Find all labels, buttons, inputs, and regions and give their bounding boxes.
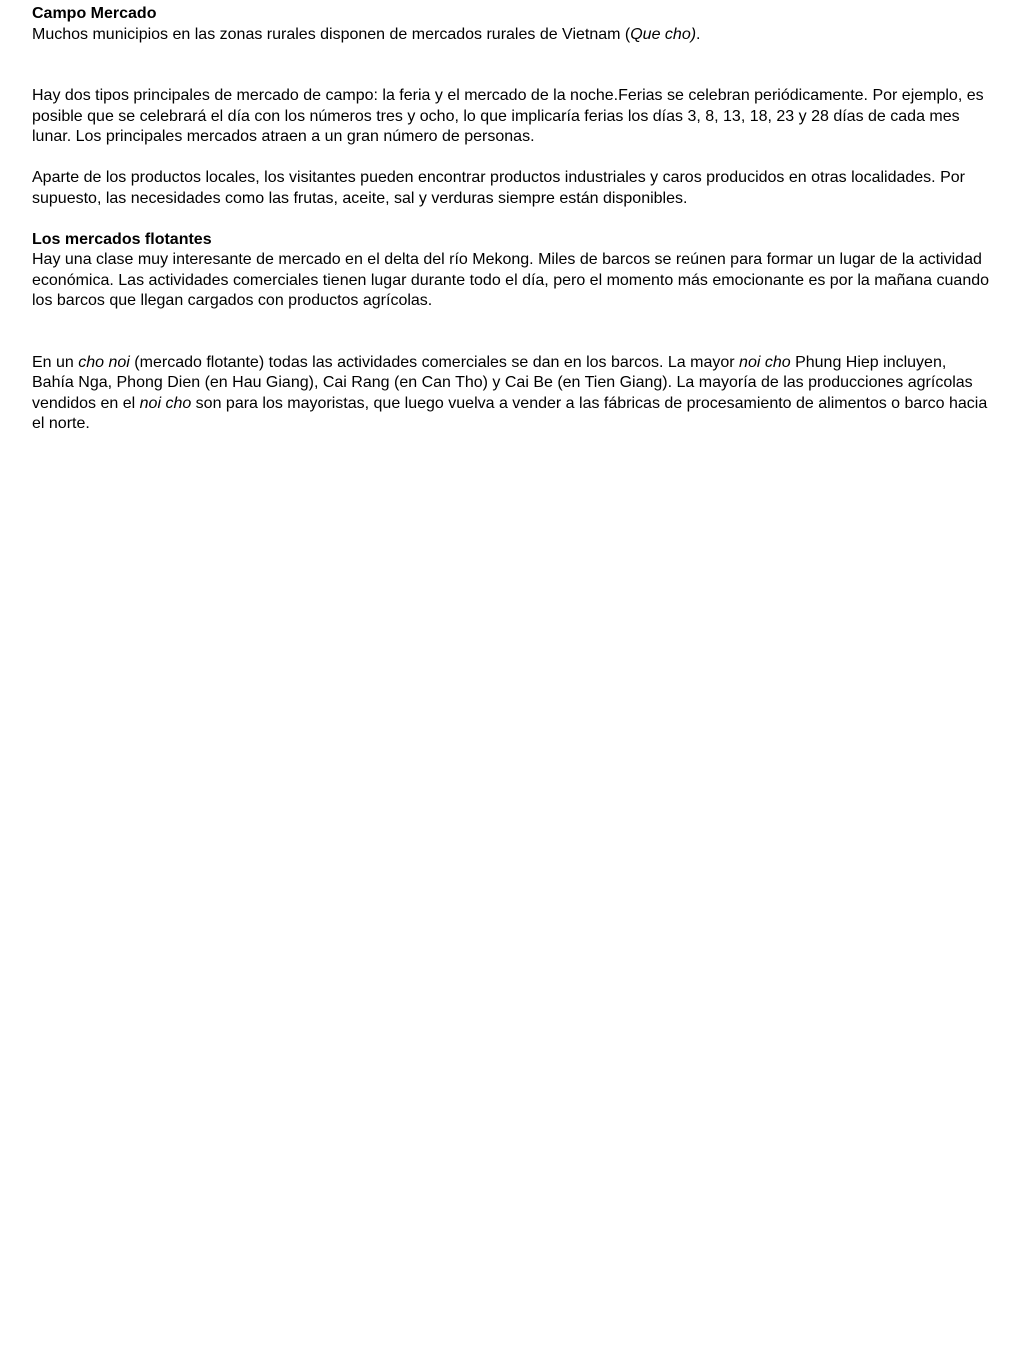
spacer	[32, 209, 992, 230]
paragraph-cho-noi-text-c: Phung Hiep incluyen, Bahía Nga, Phong Dien (en Hau Giang), Cai Rang (en Can Tho) y Cai Be (en Tien Giang). La mayoría de las producciones agrícolas vendidos en el	[32, 353, 973, 412]
spacer	[32, 312, 992, 353]
paragraph-cho-noi-text-b: (mercado flotante) todas las actividades comerciales se dan en los barcos. La mayor	[129, 353, 740, 371]
paragraph-cho-noi-text-a: En un	[32, 353, 79, 371]
paragraph-delta-mekong: Hay una clase muy interesante de mercado en el delta del río Mekong. Miles de barcos se reúnen para formar un lugar de la actividad económica. Las actividades comerciales tienen lugar durante todo el día, pero el momento más emocionante es por la mañana cuando los barcos que llegan cargados con productos agrícolas.	[32, 251, 990, 309]
spacer	[32, 148, 992, 169]
document-body	[32, 4, 992, 435]
paragraph-intro-italic: Que cho)	[630, 25, 697, 43]
paragraph-cho-noi-italic-3: noi cho	[139, 394, 192, 412]
paragraph-cho-noi-italic-2: noi cho	[739, 353, 791, 371]
spacer	[32, 45, 992, 86]
paragraph-intro	[32, 25, 992, 46]
paragraph-tipos-mercado: Hay dos tipos principales de mercado de campo: la feria y el mercado de la noche.Ferias se celebran periódicamente. Por ejemplo, es posible que se celebrará el día con los números tres y ocho, lo que implicaría ferias los días 3, 8, 13, 18, 23 y 28 días de cada mes lunar. Los principales mercados atraen a un gran número de personas.	[32, 87, 984, 145]
paragraph-intro-text-a: Muchos municipios en las zonas rurales disponen de mercados rurales de Vietnam (	[32, 25, 631, 43]
heading-mercados-flotantes: Los mercados flotantes	[32, 230, 212, 248]
paragraph-cho-noi-italic-1: cho noi	[78, 353, 130, 371]
paragraph-cho-noi-text-d: son para los mayoristas, que luego vuelva a vender a las fábricas de procesamiento de alimentos o barco hacia el norte.	[32, 394, 988, 432]
paragraph-intro-text-b: .	[696, 25, 701, 43]
paragraph-productos: Aparte de los productos locales, los visitantes pueden encontrar productos industriales y caros producidos en otras localidades. Por supuesto, las necesidades como las frutas, aceite, sal y verduras siempre están disponibles.	[32, 169, 965, 207]
paragraph-cho-noi	[32, 353, 992, 435]
heading-campo-mercado: Campo Mercado	[32, 5, 157, 22]
